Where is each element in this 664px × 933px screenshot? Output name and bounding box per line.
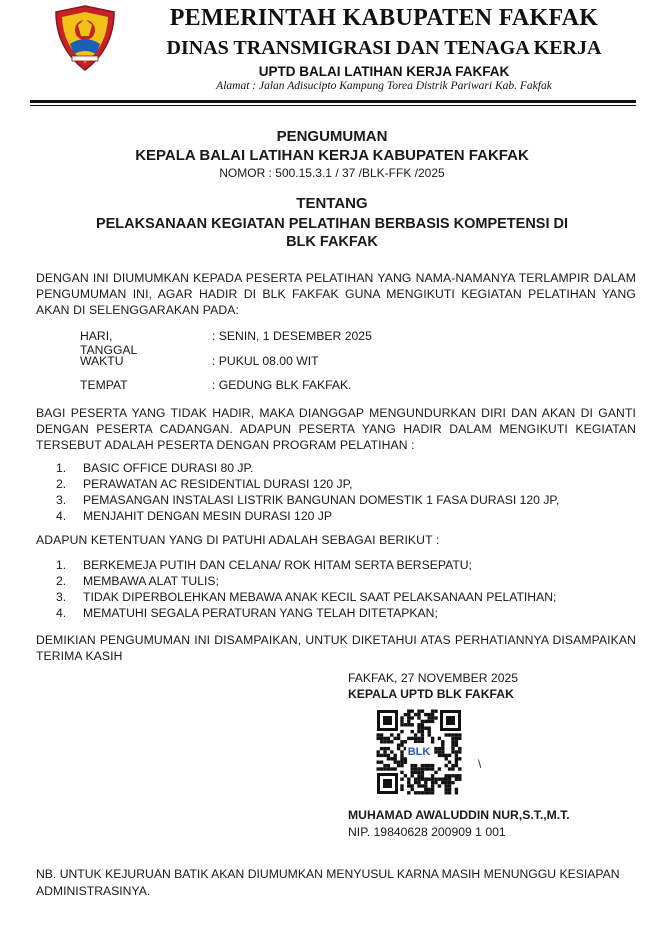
- qr-module: [394, 754, 397, 757]
- qr-module: [400, 757, 403, 760]
- qr-module: [397, 733, 400, 736]
- qr-module: [458, 750, 461, 753]
- qr-module: [431, 788, 434, 791]
- qr-module: [424, 791, 427, 794]
- qr-module: [417, 716, 420, 719]
- qr-module: [421, 710, 424, 713]
- qr-module: [411, 730, 414, 733]
- qr-module: [431, 781, 434, 784]
- qr-module: [431, 778, 434, 781]
- qr-module: [434, 750, 437, 753]
- office-address: Alamat : Jalan Adisucipto Kampung Torea Distrik Pariwari Kab. Fakfak: [216, 80, 552, 92]
- qr-module: [431, 784, 434, 787]
- qr-module: [434, 781, 437, 784]
- qr-module: [417, 723, 420, 726]
- qr-code-icon: [376, 709, 462, 795]
- qr-module: [455, 737, 458, 740]
- qr-module: [421, 730, 424, 733]
- qr-module: [431, 764, 434, 767]
- qr-module: [383, 737, 386, 740]
- qr-module: [451, 744, 454, 747]
- qr-module: [387, 754, 390, 757]
- qr-module: [448, 781, 451, 784]
- list-text: MEMBAWA ALAT TULIS;: [83, 574, 219, 588]
- qr-module: [411, 710, 414, 713]
- qr-module: [421, 774, 424, 777]
- qr-module: [424, 781, 427, 784]
- list-text: PERAWATAN AC RESIDENTIAL DURASI 120 JP,: [83, 477, 353, 491]
- qr-module: [390, 733, 393, 736]
- qr-module: [400, 761, 403, 764]
- qr-module: [387, 737, 390, 740]
- qr-module: [404, 774, 407, 777]
- qr-module: [448, 767, 451, 770]
- qr-module: [438, 737, 441, 740]
- qr-module: [448, 778, 451, 781]
- list-number: 2.: [56, 574, 67, 588]
- qr-module: [387, 747, 390, 750]
- qr-module: [424, 764, 427, 767]
- qr-module: [380, 761, 383, 764]
- qr-module: [428, 733, 431, 736]
- qr-module: [421, 727, 424, 730]
- qr-module: [390, 767, 393, 770]
- qr-module: [428, 791, 431, 794]
- list-text: BASIC OFFICE DURASI 80 JP.: [83, 461, 254, 475]
- schedule-value: : PUKUL 08.00 WIT: [212, 354, 319, 368]
- qr-module: [383, 767, 386, 770]
- qr-logo-label: BLK: [407, 746, 431, 758]
- qr-module: [377, 767, 380, 770]
- rules-intro: ADAPUN KETENTUAN YANG DI PATUHI ADALAH SEBAGAI BERIKUT :: [36, 533, 440, 547]
- qr-module: [448, 774, 451, 777]
- qr-module: [431, 713, 434, 716]
- qr-module: [404, 761, 407, 764]
- qr-module: [400, 750, 403, 753]
- qr-module: [448, 754, 451, 757]
- qr-module: [455, 788, 458, 791]
- qr-module: [407, 784, 410, 787]
- qr-module: [455, 791, 458, 794]
- qr-module: [421, 784, 424, 787]
- qr-module: [417, 791, 420, 794]
- qr-module: [397, 737, 400, 740]
- schedule-value: : GEDUNG BLK FAKFAK.: [212, 378, 352, 392]
- qr-module: [387, 764, 390, 767]
- signatory-nip: NIP. 19840628 200909 1 001: [348, 825, 506, 839]
- qr-module: [428, 730, 431, 733]
- qr-module: [434, 778, 437, 781]
- qr-module: [448, 784, 451, 787]
- qr-module: [417, 771, 420, 774]
- qr-module: [445, 733, 448, 736]
- qr-module: [407, 720, 410, 723]
- qr-module: [424, 788, 427, 791]
- qr-module: [383, 750, 386, 753]
- qr-module: [400, 764, 403, 767]
- qr-module: [441, 747, 444, 750]
- qr-module: [441, 750, 444, 753]
- qr-module: [414, 771, 417, 774]
- qr-module: [431, 716, 434, 719]
- qr-module: [400, 730, 403, 733]
- stray-mark: \: [478, 757, 482, 771]
- qr-module: [414, 781, 417, 784]
- list-number: 4.: [56, 509, 67, 523]
- qr-module: [411, 774, 414, 777]
- document-number: NOMOR : 500.15.3.1 / 37 /BLK-FFK /2025: [219, 166, 445, 180]
- qr-module: [411, 716, 414, 719]
- qr-module: [383, 754, 386, 757]
- qr-module: [380, 733, 383, 736]
- qr-module: [407, 781, 410, 784]
- qr-module: [407, 791, 410, 794]
- list-text: MEMATUHI SEGALA PERATURAN YANG TELAH DITETAPKAN;: [83, 606, 438, 620]
- list-number: 4.: [56, 606, 67, 620]
- qr-module: [451, 747, 454, 750]
- qr-module: [455, 744, 458, 747]
- qr-module: [411, 767, 414, 770]
- qr-module: [431, 710, 434, 713]
- qr-module: [424, 713, 427, 716]
- qr-module: [417, 778, 420, 781]
- qr-module: [394, 761, 397, 764]
- qr-module: [455, 750, 458, 753]
- qr-module: [400, 754, 403, 757]
- subject-line-2: BLK FAKFAK: [286, 234, 378, 250]
- list-number: 1.: [56, 461, 67, 475]
- qr-module: [394, 767, 397, 770]
- qr-module: [417, 713, 420, 716]
- qr-module: [400, 784, 403, 787]
- qr-module: [380, 767, 383, 770]
- about-label: TENTANG: [296, 195, 368, 212]
- list-item: [56, 509, 332, 523]
- qr-module: [445, 791, 448, 794]
- qr-module: [421, 723, 424, 726]
- qr-module: [414, 737, 417, 740]
- qr-module: [434, 771, 437, 774]
- qr-module: [417, 774, 420, 777]
- qr-module: [380, 747, 383, 750]
- document-heading: PENGUMUMAN: [276, 128, 388, 145]
- qr-module: [455, 761, 458, 764]
- qr-module: [431, 791, 434, 794]
- list-text: TIDAK DIPERBOLEHKAN MEBAWA ANAK KECIL SAAT PELAKSANAAN PELATIHAN;: [83, 590, 557, 604]
- qr-module: [411, 723, 414, 726]
- schedule-label: WAKTU: [80, 354, 124, 368]
- qr-module: [458, 733, 461, 736]
- qr-module: [431, 767, 434, 770]
- qr-module: [445, 757, 448, 760]
- qr-module: [414, 791, 417, 794]
- qr-module: [441, 778, 444, 781]
- qr-module: [455, 754, 458, 757]
- qr-module: [417, 784, 420, 787]
- qr-module: [445, 754, 448, 757]
- qr-module: [400, 723, 403, 726]
- qr-module: [445, 781, 448, 784]
- qr-module: [458, 747, 461, 750]
- qr-module: [414, 764, 417, 767]
- qr-module: [414, 713, 417, 716]
- list-text: MENJAHIT DENGAN MESIN DURASI 120 JP: [83, 509, 332, 523]
- qr-module: [411, 788, 414, 791]
- list-item: [56, 606, 438, 620]
- qr-module: [455, 778, 458, 781]
- document-subject: [24, 215, 640, 251]
- list-number: 1.: [56, 558, 67, 572]
- signatory-name: MUHAMAD AWALUDDIN NUR,S.T.,M.T.: [348, 808, 570, 822]
- qr-module: [441, 781, 444, 784]
- qr-module: [424, 784, 427, 787]
- qr-module: [455, 740, 458, 743]
- qr-module: [383, 747, 386, 750]
- qr-module: [428, 716, 431, 719]
- qr-module: [400, 744, 403, 747]
- qr-module: [421, 733, 424, 736]
- qr-module: [394, 757, 397, 760]
- qr-module: [414, 778, 417, 781]
- schedule-value: : SENIN, 1 DESEMBER 2025: [212, 329, 372, 343]
- qr-module: [448, 761, 451, 764]
- qr-module: [377, 733, 380, 736]
- qr-module: [445, 784, 448, 787]
- qr-module: [400, 716, 403, 719]
- letterhead-rule-thin: [30, 105, 636, 106]
- qr-module: [380, 754, 383, 757]
- qr-module: [387, 740, 390, 743]
- qr-module: [448, 733, 451, 736]
- qr-module: [417, 767, 420, 770]
- qr-module: [451, 764, 454, 767]
- qr-module: [407, 710, 410, 713]
- list-number: 3.: [56, 590, 67, 604]
- qr-module: [411, 771, 414, 774]
- qr-module: [417, 710, 420, 713]
- qr-module: [428, 727, 431, 730]
- qr-module: [383, 740, 386, 743]
- list-item: [56, 590, 556, 604]
- qr-module: [445, 774, 448, 777]
- list-number: 2.: [56, 477, 67, 491]
- qr-module: [451, 733, 454, 736]
- qr-module: [441, 744, 444, 747]
- qr-module: [404, 740, 407, 743]
- qr-module: [407, 713, 410, 716]
- qr-module: [411, 784, 414, 787]
- qr-module: [451, 781, 454, 784]
- qr-module: [438, 747, 441, 750]
- qr-module: [390, 740, 393, 743]
- qr-module: [421, 771, 424, 774]
- qr-module: [400, 778, 403, 781]
- qr-module: [400, 720, 403, 723]
- qr-module: [407, 716, 410, 719]
- qr-module: [400, 788, 403, 791]
- qr-module: [421, 737, 424, 740]
- qr-module: [421, 740, 424, 743]
- qr-module: [383, 764, 386, 767]
- qr-module: [458, 778, 461, 781]
- qr-module: [455, 757, 458, 760]
- qr-module: [431, 774, 434, 777]
- intro-paragraph: DENGAN INI DIUMUMKAN KEPADA PESERTA PELATIHAN YANG NAMA-NAMANYA TERLAMPIR DALAM PENGUMUMAN INI, AGAR HADIR DI BLK FAKFAK GUNA MENGIKUTI KEGIATAN PELATIHAN YANG AKAN DI SELENGGARAKAN PADA:: [36, 271, 636, 317]
- qr-module: [411, 764, 414, 767]
- signatory-position: KEPALA UPTD BLK FAKFAK: [348, 687, 514, 701]
- qr-module: [411, 737, 414, 740]
- qr-module: [380, 737, 383, 740]
- list-number: 3.: [56, 493, 67, 507]
- qr-module: [448, 791, 451, 794]
- qr-module: [451, 737, 454, 740]
- qr-module: [377, 737, 380, 740]
- unit-name: UPTD BALAI LATIHAN KERJA FAKFAK: [258, 64, 510, 79]
- qr-module: [455, 733, 458, 736]
- qr-module: [414, 740, 417, 743]
- qr-module: [448, 788, 451, 791]
- qr-module: [431, 740, 434, 743]
- qr-module: [458, 774, 461, 777]
- qr-module: [438, 754, 441, 757]
- qr-module: [397, 761, 400, 764]
- qr-module: [397, 764, 400, 767]
- qr-module: [417, 737, 420, 740]
- government-name: PEMERINTAH KABUPATEN FAKFAK: [169, 5, 599, 31]
- qr-module: [451, 750, 454, 753]
- qr-module: [424, 778, 427, 781]
- qr-module: [431, 737, 434, 740]
- qr-module: [414, 733, 417, 736]
- qr-module: [407, 723, 410, 726]
- qr-module: [377, 750, 380, 753]
- qr-module: [387, 767, 390, 770]
- list-text: BERKEMEJA PUTIH DAN CELANA/ ROK HITAM SERTA BERSEPATU;: [83, 558, 472, 572]
- schedule-label: HARI, TANGGAL: [80, 329, 138, 357]
- qr-module: [424, 767, 427, 770]
- qr-module: [428, 767, 431, 770]
- qr-module: [394, 737, 397, 740]
- qr-module: [434, 710, 437, 713]
- qr-module: [421, 767, 424, 770]
- regency-emblem-icon: [52, 4, 118, 72]
- qr-module: [390, 750, 393, 753]
- qr-module: [438, 784, 441, 787]
- qr-module: [438, 767, 441, 770]
- list-item: [56, 493, 559, 507]
- qr-module: [455, 764, 458, 767]
- qr-module: [380, 740, 383, 743]
- absence-paragraph: BAGI PESERTA YANG TIDAK HADIR, MAKA DIANGGAP MENGUNDURKAN DIRI DAN AKAN DI GANTI DENGAN PESERTA CADANGAN. ADAPUN PESERTA YANG HADIR DALAM MENGIKUTI KEGIATAN TERSEBUT ADALAH PESERTA DENGAN PROGRAM PELATIHAN :: [36, 406, 636, 452]
- qr-module: [417, 730, 420, 733]
- qr-module: [407, 737, 410, 740]
- list-item: [56, 461, 253, 475]
- qr-module: [438, 750, 441, 753]
- qr-module: [421, 720, 424, 723]
- qr-module: [424, 720, 427, 723]
- qr-module: [455, 774, 458, 777]
- qr-module: [421, 778, 424, 781]
- place-date: FAKFAK, 27 NOVEMBER 2025: [348, 671, 519, 685]
- qr-module: [387, 757, 390, 760]
- qr-module: [445, 764, 448, 767]
- footer-note: NB. UNTUK KEJURUAN BATIK AKAN DIUMUMKAN MENYUSUL KARNA MASIH MENUNGGU KESIAPAN ADMINISTRASINYA.: [36, 867, 620, 898]
- list-item: [56, 558, 472, 572]
- qr-module: [417, 740, 420, 743]
- agency-name: DINAS TRANSMIGRASI DAN TENAGA KERJA: [166, 37, 602, 59]
- qr-module: [421, 764, 424, 767]
- qr-module: [424, 727, 427, 730]
- qr-module: [390, 757, 393, 760]
- qr-module: [400, 740, 403, 743]
- qr-module: [377, 754, 380, 757]
- qr-module: [377, 761, 380, 764]
- letterhead-rule-thick: [30, 100, 636, 103]
- qr-module: [421, 791, 424, 794]
- qr-module: [451, 740, 454, 743]
- qr-module: [428, 720, 431, 723]
- qr-module: [445, 778, 448, 781]
- list-item: [56, 574, 219, 588]
- qr-module: [417, 781, 420, 784]
- qr-module: [428, 778, 431, 781]
- qr-module: [428, 764, 431, 767]
- qr-module: [451, 774, 454, 777]
- qr-module: [428, 788, 431, 791]
- qr-module: [428, 713, 431, 716]
- qr-module: [438, 778, 441, 781]
- list-text: PEMASANGAN INSTALASI LISTRIK BANGUNAN DOMESTIK 1 FASA DURASI 120 JP,: [83, 493, 560, 507]
- subject-line-1: PELAKSANAAN KEGIATAN PELATIHAN BERBASIS KOMPETENSI DI: [95, 216, 569, 232]
- qr-module: [417, 727, 420, 730]
- qr-module: [404, 713, 407, 716]
- closing-paragraph: DEMIKIAN PENGUMUMAN INI DISAMPAIKAN, UNTUK DIKETAHUI ATAS PERHATIANNYA DISAMPAIKAN TERIMA KASIH: [36, 633, 636, 663]
- qr-module: [434, 716, 437, 719]
- schedule-label: TEMPAT: [80, 378, 128, 392]
- qr-module: [458, 757, 461, 760]
- qr-module: [397, 744, 400, 747]
- qr-module: [397, 747, 400, 750]
- qr-module: [400, 771, 403, 774]
- qr-module: [458, 737, 461, 740]
- qr-module: [445, 788, 448, 791]
- qr-module: [458, 767, 461, 770]
- qr-module: [441, 740, 444, 743]
- qr-module: [451, 767, 454, 770]
- qr-module: [407, 778, 410, 781]
- qr-module: [434, 747, 437, 750]
- qr-module: [404, 723, 407, 726]
- qr-module: [431, 720, 434, 723]
- document-issuer: KEPALA BALAI LATIHAN KERJA KABUPATEN FAKFAK: [135, 147, 529, 164]
- qr-module: [414, 767, 417, 770]
- list-item: [56, 477, 353, 491]
- qr-module: [441, 754, 444, 757]
